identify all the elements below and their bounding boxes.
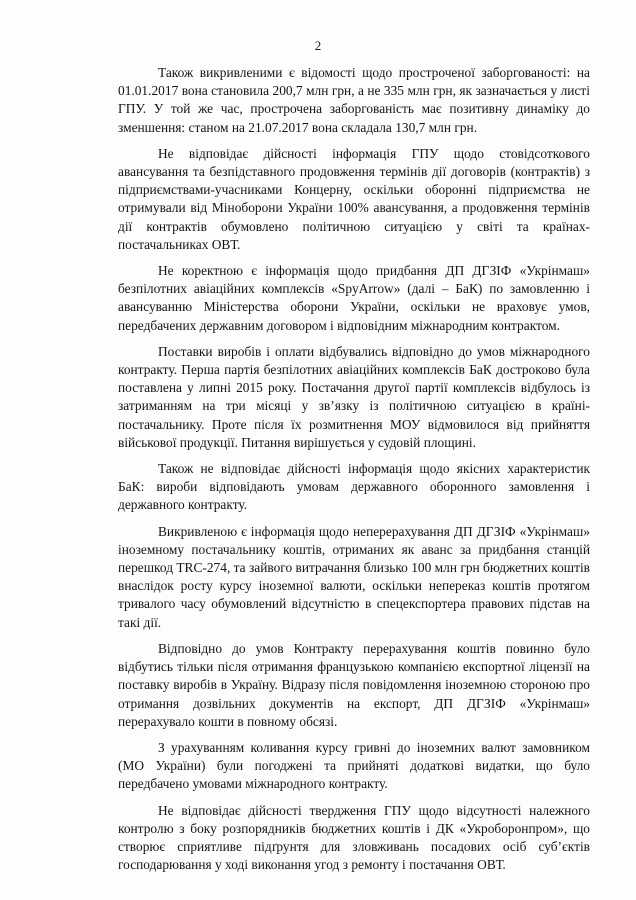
page-number: 2 xyxy=(314,38,322,53)
paragraph-overdue-debt: Також викривленими є відомості щодо простроченої заборгованості: на 01.01.2017 вона становила 200,7 млн грн, а не 335 млн грн, як зазначається у листі ГПУ. У той же час, прострочена заборгованість має позитивну динаміку до зменшення: станом на 21.07.2017 вона складала 130,7 млн грн. xyxy=(118,65,590,135)
paragraph-deliveries: Поставки виробів і оплати відбувались відповідно до умов міжнародного контракту. Перша партія безпілотних авіаційних комплексів БаК достроково була поставлена у липні 2015 року. Постачання другої партії комплексів відбулось із затриманням на три місяці у зв’язку із політичною ситуацією в країні-постачальнику. Проте після їх розмитнення МОУ відмовилося від прийняття військової продукції. Питання вирішується у судовій площині. xyxy=(118,343,590,450)
paragraph-trc274: Викривленою є інформація щодо неперерахування ДП ДГЗІФ «Укрінмаш» іноземному постачальнику коштів, отриманих як аванс за придбання станцій перешкод TRC-274, та зайвого витрачання близько 100 млн грн бюджетних коштів внаслідок росту курсу іноземної валюти, оскільки непереказ коштів протягом тривалого часу обумовлений відсутністю в спецекспортера правових підстав на такі дії. xyxy=(118,523,590,630)
paragraph-control: Не відповідає дійсності твердження ГПУ щодо відсутності належного контролю з боку розпорядників бюджетних коштів і ДК «Укроборонпром», що створює сприятливе підґрунтя для зловживань посадових осіб суб’єктів господарювання у ході виконання угод з ремонту і постачання ОВТ. xyxy=(118,802,590,873)
paragraph-spyarrow-purchase: Не коректною є інформація щодо придбання ДП ДГЗІФ «Укрінмаш» безпілотних авіаційних комплексів «SpyArrow» (далі – БаК) по замовленню і авансуванню Міністерства оборони України, оскільки не враховує умов, передбачених державним договором і відповідним міжнародним контрактом. xyxy=(118,263,590,333)
paragraph-quality: Також не відповідає дійсності інформація щодо якісних характеристик БаК: вироби відповідають умовам державного оборонного замовлення і державного контракту. xyxy=(118,461,590,513)
paragraph-exchange-rate: З урахуванням коливання курсу гривні до іноземних валют замовником (МО України) були погоджені та прийняті додаткові видатки, що було передбачено умовами міжнародного контракту. xyxy=(118,739,590,792)
paragraph-contract-terms: Відповідно до умов Контракту перерахування коштів повинно було відбутись тільки після отримання французькою компанією експортної ліцензії на поставку виробів в Україну. Відразу після повідомлення іноземною стороною про отримання дозвільних документів на експорт, ДП ДГЗІФ «Укрінмаш» перерахувало кошти в повному обсязі. xyxy=(118,640,590,729)
document-body xyxy=(118,64,590,882)
paragraph-advance-payment: Не відповідає дійсності інформація ГПУ щодо стовідсоткового авансування та безпідставного продовження термінів дії договорів (контрактів) з підприємствами-учасниками Концерну, оскільки оборонні підприємства не отримували від Міноборони України 100% авансування, а продовження термінів дії контрактів обумовлено політичною ситуацією у світі та країнах-постачальниках ОВТ. xyxy=(118,145,590,252)
